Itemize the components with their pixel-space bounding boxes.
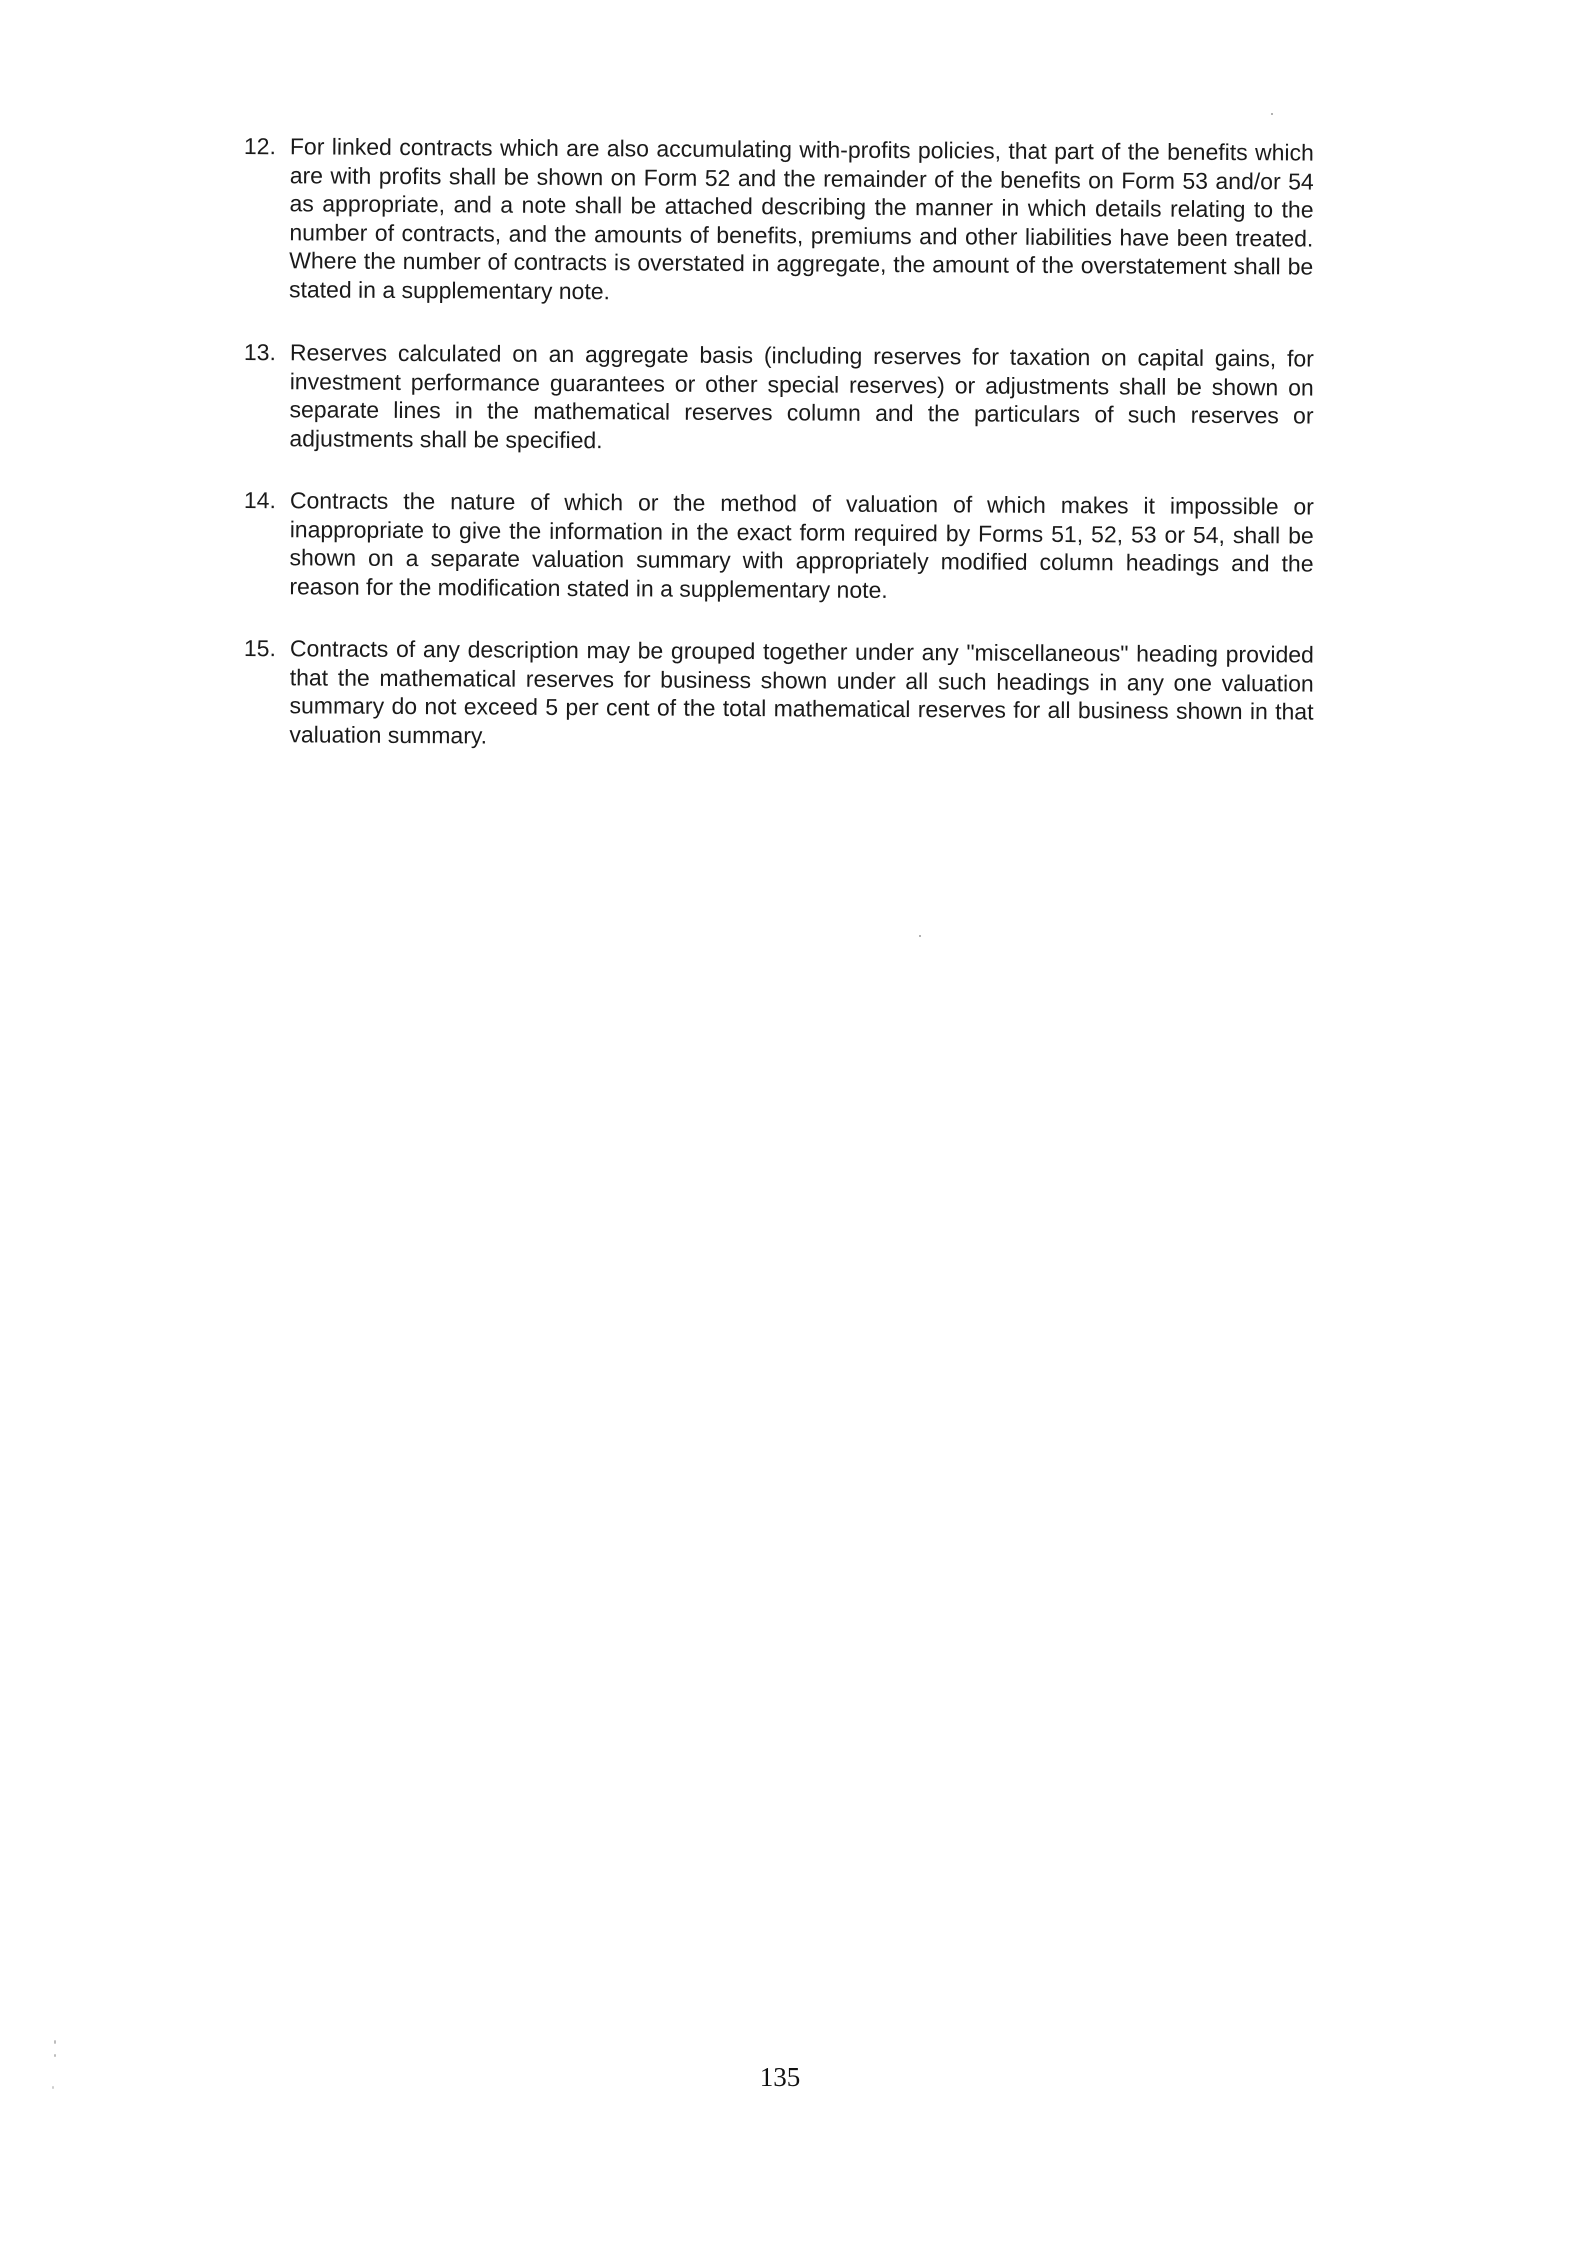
- scan-speck: [52, 2086, 54, 2089]
- scan-speck: [54, 2054, 56, 2057]
- note-number: 14.: [243, 486, 276, 514]
- notes-list: [244, 132, 1314, 783]
- scan-speck: [919, 935, 921, 937]
- note-12: [243, 132, 1314, 310]
- note-number: 15.: [243, 635, 276, 662]
- scan-speck: [1271, 113, 1273, 115]
- note-13: [243, 338, 1314, 459]
- scan-speck: [54, 2040, 56, 2044]
- note-number: 13.: [243, 338, 276, 365]
- note-text: Reserves calculated on an aggregate basis (including reserves for taxation on capital gains, for investment performance guarantees or other special reserves) or adjustments shall be shown on separate lines in the mathematical reserves column and the particulars of such reserves or adjustments shall be specified.: [289, 338, 1314, 453]
- note-text: Contracts the nature of which or the method of valuation of which makes it impossible or inappropriate to give the information in the exact form required by Forms 51, 52, 53 or 54, shall be shown on a separate valuation summary with appropriately modified column headings and the reason for the modification stated in a supplementary note.: [289, 487, 1314, 603]
- note-number: 12.: [243, 132, 276, 160]
- page-number: 135: [759, 2062, 801, 2092]
- note-text: Contracts of any description may be grouped together under any "miscellaneous" heading provided that the mathematical reserves for business shown under all such headings in any one valuation summary do not exceed 5 per cent of the total mathematical reserves for all business shown in that valuation summary.: [289, 635, 1314, 749]
- note-15: [243, 634, 1314, 755]
- note-text: For linked contracts which are also accumulating with-profits policies, that part of the benefits which are with profits shall be shown on Form 52 and the remainder of the benefits on Form 53 and/or 54 as appropriate, and a note shall be attached describing the manner in which details relating to the number of contracts, and the amounts of benefits, premiums and other liabilities have been treated. Where the number of contracts is overstated in aggregate, the amount of the overstatement shall be stated in a supplementary note.: [288, 133, 1314, 305]
- note-14: [243, 486, 1314, 607]
